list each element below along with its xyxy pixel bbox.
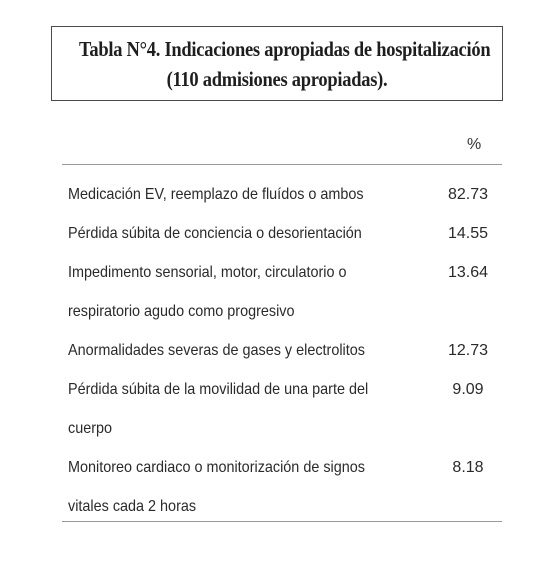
row-value: 9.09: [452, 381, 484, 398]
row-label: respiratorio agudo como progresivo: [68, 303, 295, 320]
row-value: 13.64: [447, 264, 489, 281]
table-row: [68, 448, 508, 487]
table-row: [68, 175, 508, 214]
row-label: Medicación EV, reemplazo de fluídos o ambos: [68, 186, 364, 203]
row-value: 8.18: [452, 459, 484, 476]
row-label: Monitoreo cardiaco o monitorización de signos: [68, 459, 365, 476]
table-row: [68, 292, 508, 331]
table-title-box: [51, 26, 503, 101]
table-row: [68, 214, 508, 253]
table-title-line-2: (110 admisiones apropiadas).: [166, 67, 388, 91]
table-title-line-1: Tabla N°4. Indicaciones apropiadas de hospitalización: [79, 37, 491, 61]
table-body: [68, 175, 508, 526]
row-value: 12.73: [447, 342, 489, 359]
table-top-rule: [62, 164, 502, 165]
row-label: Pérdida súbita de conciencia o desorientación: [68, 225, 362, 242]
row-label: cuerpo: [68, 420, 113, 437]
table-row: [68, 331, 508, 370]
row-value: 14.55: [447, 225, 489, 242]
row-label: vitales cada 2 horas: [68, 498, 197, 515]
table-bottom-rule: [62, 521, 502, 522]
row-label: Pérdida súbita de la movilidad de una parte del: [68, 381, 369, 398]
row-value: [438, 409, 508, 448]
row-label: Impedimento sensorial, motor, circulatorio o: [68, 264, 347, 281]
table-row: [68, 370, 508, 409]
row-value: [438, 292, 508, 331]
table-row: [68, 253, 508, 292]
percent-column-header: %: [467, 136, 482, 153]
row-value: 82.73: [447, 186, 489, 203]
row-label: Anormalidades severas de gases y electrolitos: [68, 342, 365, 359]
table-row: [68, 409, 508, 448]
